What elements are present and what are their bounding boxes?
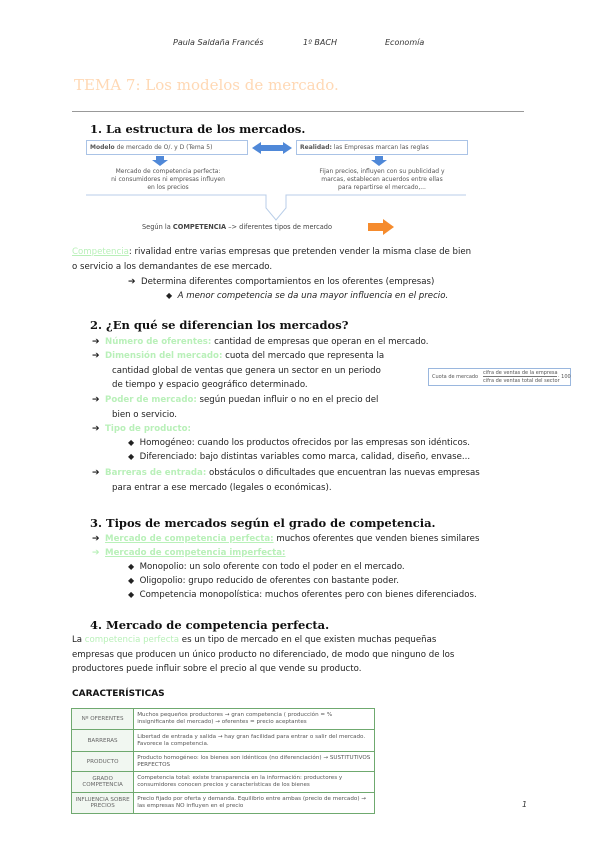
- table-row: [72, 730, 375, 752]
- table-row: [72, 772, 375, 793]
- page-number: 1: [522, 800, 528, 809]
- market-structure-diagram: [86, 140, 466, 232]
- page-title: TEMA 7: Los modelos de mercado.: [74, 76, 339, 94]
- item-tipo-producto: ➔ Tipo de producto:: [92, 424, 191, 434]
- diagram-footer: Según la COMPETENCIA –> diferentes tipos de mercado: [142, 223, 332, 231]
- table-row-label: PRODUCTO: [72, 752, 134, 772]
- table-row-value: Competencia total: existe transparencia en la información: productores y consumidores conocen precios y características de los bienes: [134, 772, 375, 793]
- table-row-label: BARRERAS: [72, 730, 134, 752]
- competencia-term: Competencia: [72, 247, 129, 257]
- section-2-heading: 2. ¿En qué se diferencian los mercados?: [90, 318, 349, 332]
- header-author: Paula Saldaña Francés: [173, 38, 264, 47]
- item-competencia-perfecta: ➔ Mercado de competencia perfecta: muchos oferentes que venden bienes similares: [92, 534, 480, 544]
- competencia-definition: Competencia: rivalidad entre varias empresas que pretenden vender la misma clase de bien o servicio a los demandantes de ese mercado.: [72, 247, 472, 272]
- reality-label: Realidad:: [300, 144, 332, 151]
- item-diferenciado: ◆ Diferenciado: bajo distintas variables como marca, calidad, diseño, envase...: [128, 452, 471, 462]
- item-competencia-imperfecta: ➔ Mercado de competencia imperfecta:: [92, 548, 286, 558]
- section-3-heading: 3. Tipos de mercados según el grado de competencia.: [90, 516, 436, 530]
- item-oligopolio: ◆ Oligopolio: grupo reducido de oferentes con bastante poder.: [128, 576, 399, 586]
- section-1-heading: 1. La estructura de los mercados.: [90, 122, 306, 136]
- header-subject: Economía: [385, 38, 425, 47]
- table-row-value: Libertad de entrada y salida → hay gran facilidad para entrar o salir del mercado. Favorece la competencia.: [134, 730, 375, 752]
- section-4-heading: 4. Mercado de competencia perfecta.: [90, 618, 330, 632]
- table-row-value: Precio fijado por oferta y demanda. Equilibrio entre ambas (precio de mercado) → las empresas NO influyen en el precio: [134, 793, 375, 814]
- model-source: de mercado de O/. y D (Tema 5): [116, 144, 213, 151]
- reality-desc: las Empresas marcan las reglas: [333, 144, 429, 151]
- down-arrow-icon: [152, 156, 168, 166]
- caracteristicas-table: [71, 708, 375, 814]
- item-barreras-entrada: ➔ Barreras de entrada: obstáculos o dificultades que encuentran las nuevas empresas para entrar a ese mercado (legales o económicas).: [92, 468, 480, 493]
- down-arrow-icon: [371, 156, 387, 166]
- market-share-formula: Cuota de mercado cifra de ventas de la empresa cifra de ventas total del sector · 100: [428, 368, 571, 386]
- table-row-value: Muchos pequeños productores → gran competencia ( producción = % insignificante del mercado) → oferentes = precio aceptantes: [134, 709, 375, 730]
- reality-note: Fijan precios, influyen con su publicidad y marcas, establecen acuerdos entre ellas para repartirse el mercado,...: [319, 168, 445, 191]
- model-label: Modelo: [90, 144, 115, 151]
- table-row-label: GRADO COMPETENCIA: [72, 772, 134, 793]
- item-monopolio: ◆ Monopolio: un solo oferente con todo el poder en el mercado.: [128, 562, 405, 572]
- table-row: [72, 709, 375, 730]
- table-row: [72, 793, 375, 814]
- perfect-competition-note: Mercado de competencia perfecta: ni consumidores ni empresas influyen en los precios: [111, 168, 225, 191]
- bullet-menor-competencia: ◆ A menor competencia se da una mayor influencia en el precio.: [166, 291, 449, 301]
- double-arrow-icon: [252, 142, 292, 154]
- table-row-label: Nº OFERENTES: [72, 709, 134, 730]
- funnel-outline: [86, 194, 468, 222]
- competencia-perfecta-paragraph: La competencia perfecta es un tipo de mercado en el que existen muchas pequeñas empresas que producen un único producto no diferenciado, de modo que ninguno de los productores puede influir sobre el precio al que vende su producto.: [72, 635, 455, 674]
- table-row-value: Producto homogéneo: los bienes son idénticos (no diferenciación) → SUSTITUTIVOS PERFECTOS: [134, 752, 375, 772]
- item-numero-oferentes: ➔ Número de oferentes: cantidad de empresas que operan en el mercado.: [92, 337, 429, 347]
- bullet-determina: ➔ Determina diferentes comportamientos en los oferentes (empresas): [128, 277, 435, 287]
- item-competencia-monopolistica: ◆ Competencia monopolística: muchos oferentes pero con bienes diferenciados.: [128, 590, 477, 600]
- table-row: [72, 752, 375, 772]
- model-box: [86, 140, 248, 155]
- title-divider: [72, 111, 524, 112]
- item-dimension-mercado: ➔ Dimensión del mercado: cuota del mercado que representa la cantidad global de ventas que genera un sector en un periodo de tiempo y espacio geográfico determinado.: [92, 351, 385, 390]
- reality-box: [296, 140, 468, 155]
- header-course: 1º BACH: [303, 38, 337, 47]
- item-poder-mercado: ➔ Poder de mercado: según puedan influir o no en el precio del bien o servicio.: [92, 395, 379, 420]
- caracteristicas-heading: CARACTERÍSTICAS: [72, 689, 165, 699]
- item-homogeneo: ◆ Homogéneo: cuando los productos ofrecidos por las empresas son idénticos.: [128, 438, 470, 448]
- right-arrow-icon: [368, 219, 394, 235]
- table-row-label: INFLUENCIA SOBRE PRECIOS: [72, 793, 134, 814]
